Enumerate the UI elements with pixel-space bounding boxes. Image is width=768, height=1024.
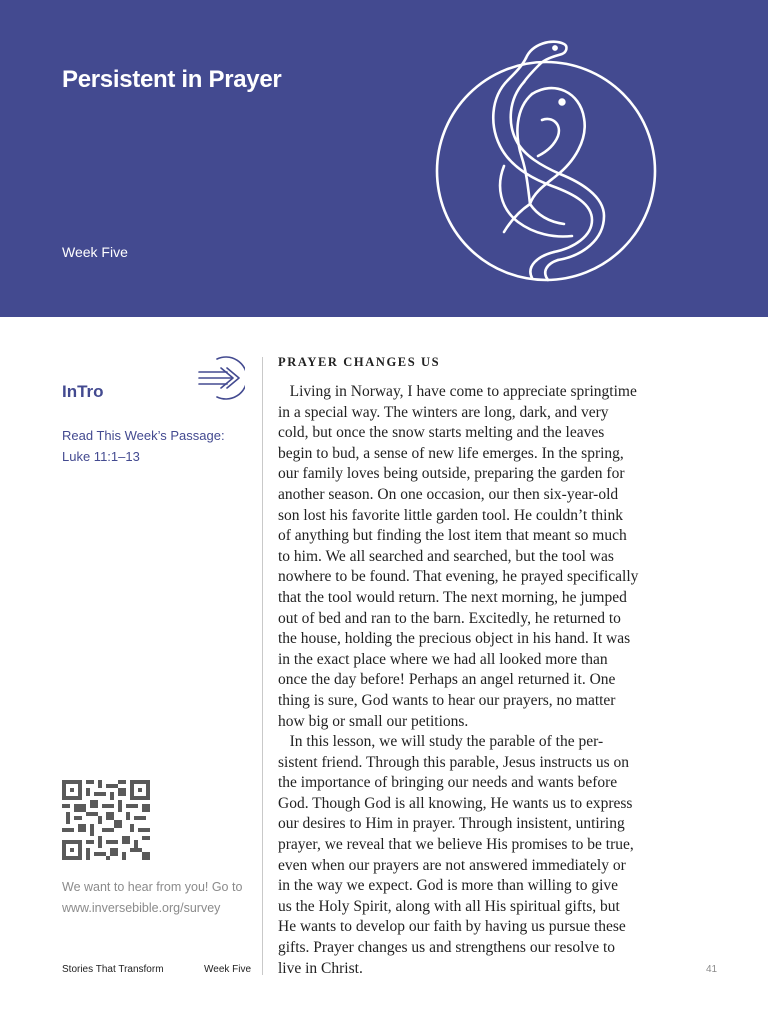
body-line: nowhere to be found. That evening, he prayed specifically: [278, 568, 639, 586]
body-line: gifts. Prayer changes us and strengthens our resolve to: [278, 939, 616, 957]
footer-week: Week Five: [204, 964, 252, 975]
body-line: once the day before! Perhaps an angel returned it. One: [278, 671, 616, 689]
section-heading: PRAYER CHANGES US: [278, 355, 441, 369]
body-line: live in Christ.: [278, 959, 363, 977]
intro-title: InTro: [62, 382, 104, 401]
body-line: our desires to Him in prayer. Through insistent, untiring: [278, 815, 625, 833]
article-body: [278, 382, 688, 979]
page-number: 41: [706, 964, 718, 975]
survey-note: [62, 877, 257, 919]
body-line: the importance of bringing our needs and wants before: [278, 774, 618, 792]
column-divider: [262, 357, 263, 975]
passage-reference: [62, 426, 252, 467]
body-line: sistent friend. Through this parable, Jesus instructs us on: [278, 753, 630, 771]
page-title: Persistent in Prayer: [62, 66, 282, 93]
body-line: son lost his favorite little garden tool. He couldn’t think: [278, 506, 623, 524]
body-line: In this lesson, we will study the parable of the per-: [278, 733, 604, 751]
qr-code: [62, 780, 150, 860]
body-line: in the exact place where we had all looked more than: [278, 650, 608, 668]
body-line: begin to bud, a sense of new life emerges. In the spring,: [278, 444, 624, 462]
double-arrow-right-icon: [197, 356, 245, 400]
body-line: in the way we expect. God is more than willing to give: [278, 877, 619, 895]
body-line: out of bed and ran to the barn. Excitedly, he returned to: [278, 609, 621, 627]
body-line: cold, but once the snow starts melting and the leaves: [278, 424, 605, 442]
week-label: Week Five: [62, 244, 128, 260]
survey-line: We want to hear from you! Go to: [62, 880, 243, 894]
body-line: God. Though God is all knowing, He wants us to express: [278, 794, 633, 812]
passage-label: Read This Week’s Passage:: [62, 428, 225, 443]
header-banner: [0, 0, 768, 317]
body-line: thing is sure, God wants to hear our prayers, no matter: [278, 691, 616, 709]
body-line: of anything but finding the lost item that meant so much: [278, 527, 627, 545]
body-line: in a special way. The winters are long, dark, and very: [278, 403, 609, 421]
footer-book-title: Stories That Transform: [62, 964, 164, 975]
body-line: the house, holding the precious object in his hand. It was: [278, 630, 631, 648]
body-line: us the Holy Spirit, along with all His spiritual gifts, but: [278, 897, 620, 915]
body-line: even when our prayers are not answered immediately or: [278, 856, 626, 874]
passage-ref: Luke 11:1–13: [62, 448, 140, 464]
body-line: our family loves being outside, preparing the garden for: [278, 465, 625, 483]
body-line: to him. We all searched and searched, but the tool was: [278, 547, 614, 565]
body-line: Living in Norway, I have come to appreciate springtime: [278, 383, 637, 400]
body-line: another season. On one occasion, our then six-year-old: [278, 485, 619, 503]
body-line: how big or small our petitions.: [278, 712, 469, 730]
survey-url[interactable]: www.inversebible.org/survey: [62, 901, 221, 915]
body-line: that the tool would return. The next morning, he jumped: [278, 588, 627, 606]
serpent-and-fish-emblem-icon: [434, 36, 660, 284]
body-line: prayer, we reveal that we believe His promises to be true,: [278, 836, 634, 854]
body-line: He wants to develop our faith by having us pursue these: [278, 918, 626, 936]
